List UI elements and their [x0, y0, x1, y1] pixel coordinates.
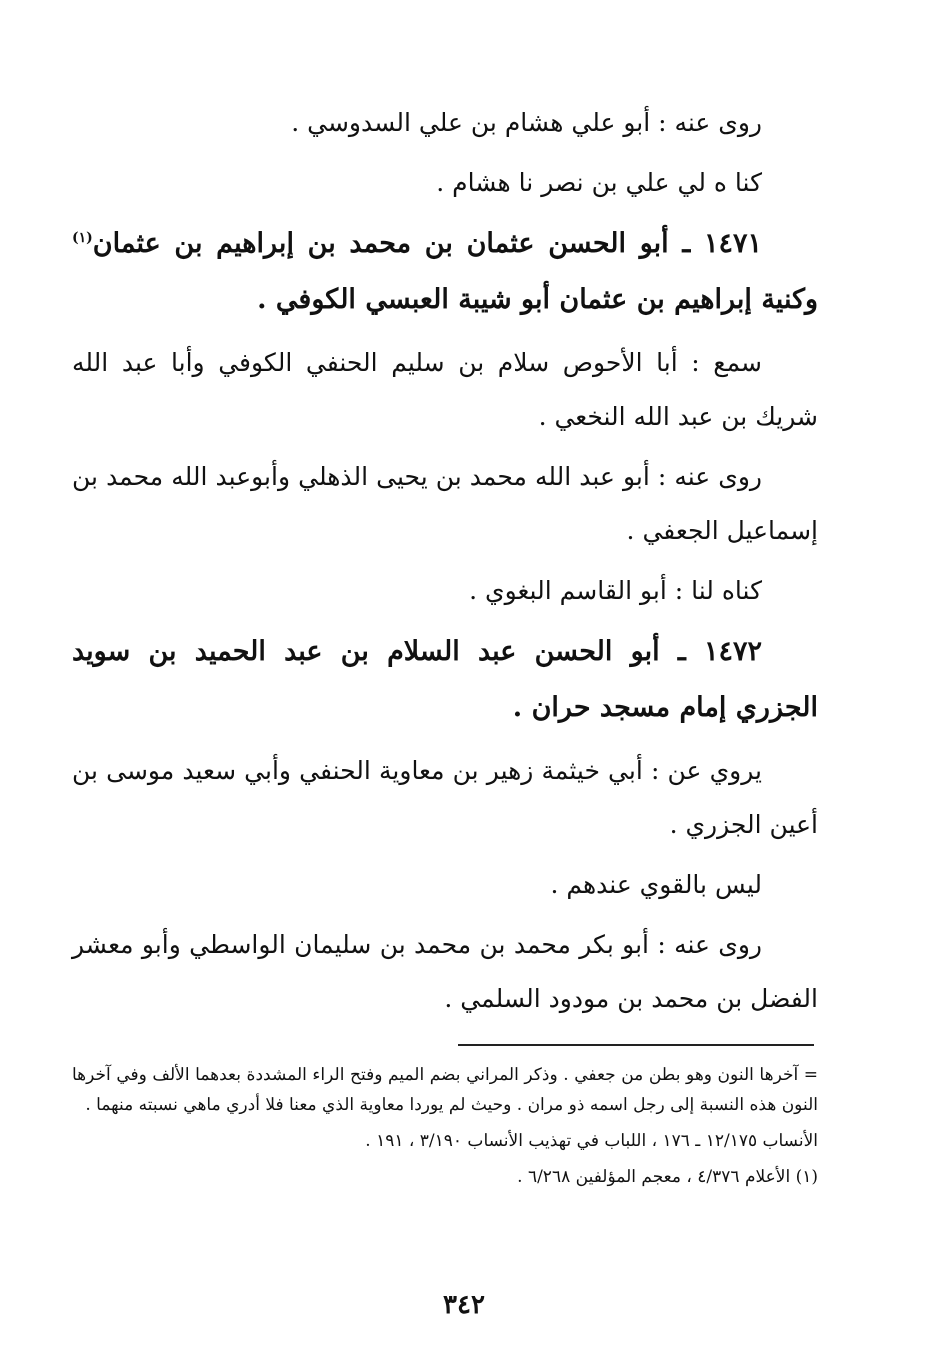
page-number: ٣٤٢: [443, 1290, 485, 1320]
paragraph: ليس بالقوي عندهم .: [550, 870, 762, 899]
paragraph: روى عنه : أبو بكر محمد بن محمد بن سليمان الواسطي وأبو معشر الفضل بن محمد بن مودود السلمي .: [72, 930, 818, 1013]
entry-heading-1471: [72, 216, 818, 328]
heading-text: وكنية إبراهيم بن عثمان أبو شيبة العبسي الكوفي .: [257, 284, 818, 315]
main-text: [72, 96, 818, 1032]
paragraph: كنا ه لي علي بن نصر نا هشام .: [436, 168, 762, 197]
paragraph: سمع : أبا الأحوص سلام بن سليم الحنفي الكوفي وأبا عبد الله شريك بن عبد الله النخعي .: [72, 348, 818, 431]
footnote-divider: [458, 1044, 814, 1046]
footnote: = آخرها النون وهو بطن من جعفي . وذكر المراني بضم الميم وفتح الراء المشددة بعدهما الألف وفي آخرها النون هذه النسبة إلى رجل اسمه ذو مران . وحيث لم يوردا معاوية الذي معنا فلا أدري ماهي نسبته منهما .: [72, 1065, 818, 1115]
paragraph: يروي عن : أبي خيثمة زهير بن معاوية الحنفي وأبي سعيد موسى بن أعين الجزري .: [72, 756, 818, 839]
footnote: (١) الأعلام ٤/٣٧٦ ، معجم المؤلفين ٦/٢٦٨ .: [517, 1167, 818, 1187]
entry-heading-1472: ١٤٧٢ ـ أبو الحسن عبد السلام بن عبد الحميد بن سويد الجزري إمام مسجد حران .: [72, 636, 818, 723]
footnote: الأنساب ١٢/١٧٥ ـ ١٧٦ ، اللباب في تهذيب الأنساب ٣/١٩٠ ، ١٩١ .: [365, 1131, 818, 1151]
paragraph: كناه لنا : أبو القاسم البغوي .: [469, 576, 762, 605]
footnotes: [72, 1060, 818, 1198]
footnote-marker: (١): [72, 230, 93, 246]
paragraph: روى عنه : أبو عبد الله محمد بن يحيى الذهلي وأبوعبد الله محمد بن إسماعيل الجعفي .: [72, 462, 818, 545]
paragraph: روى عنه : أبو علي هشام بن علي السدوسي .: [291, 108, 762, 137]
heading-text: ١٤٧١ ـ أبو الحسن عثمان بن محمد بن إبراهيم بن عثمان: [92, 228, 762, 259]
